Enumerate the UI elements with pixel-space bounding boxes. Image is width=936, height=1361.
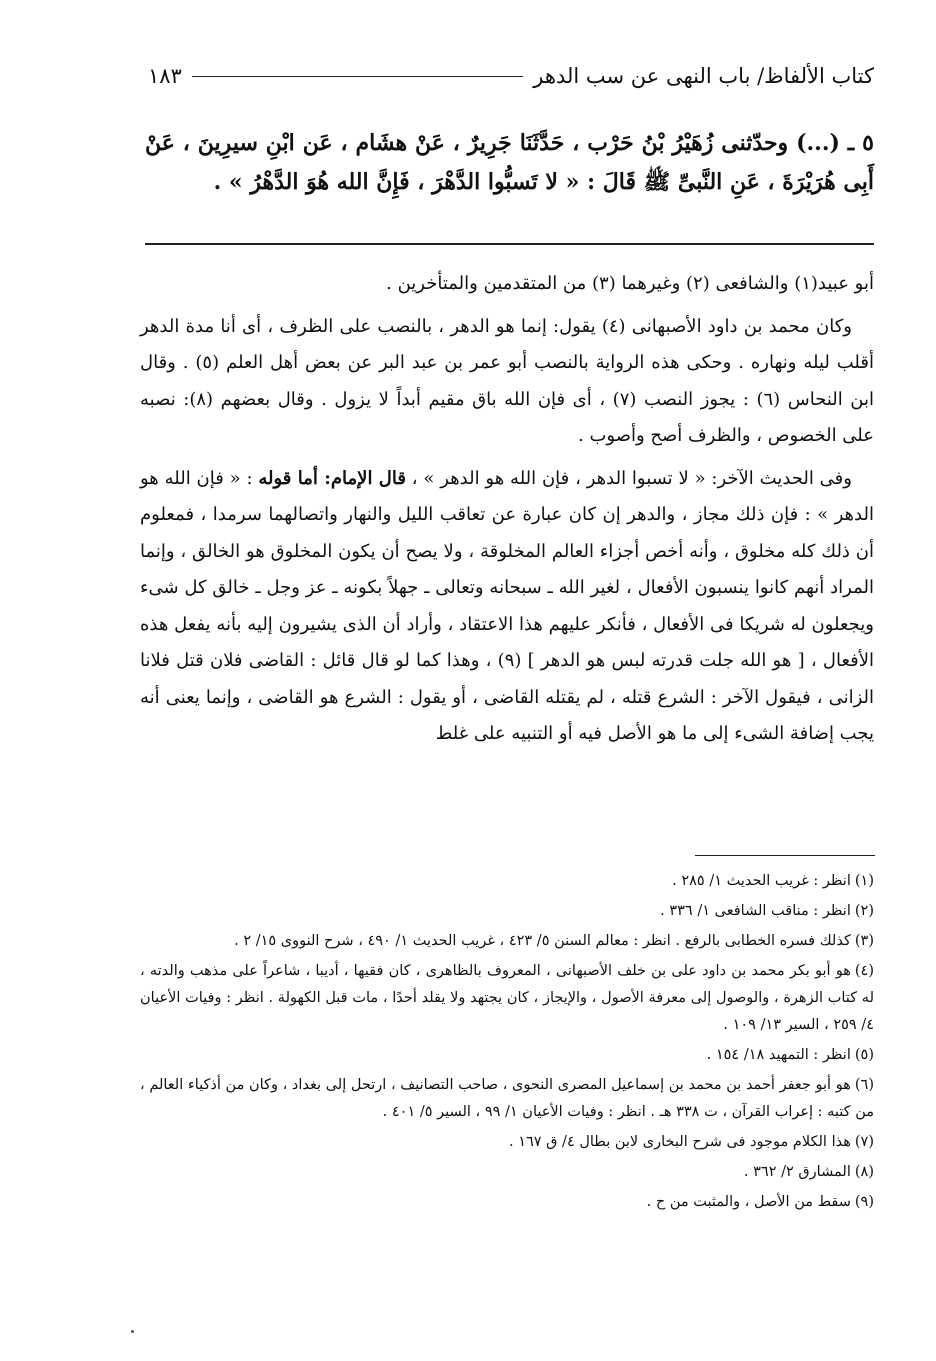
chapter-title: كتاب الألفاظ/ باب النهى عن سب الدهر	[533, 64, 874, 88]
header-rule	[192, 76, 523, 77]
paragraph-3	[140, 461, 874, 753]
footnote-3	[140, 928, 874, 955]
paragraph-3-rest: : « فإن الله هو الدهر » : فإن ذلك مجاز ، والدهر إن كان عبارة عن تعاقب الليل والنهار واتصالهما سرمدا ، فمعلوم أن ذلك كله مخلوق ، وأنه أخص أجزاء العالم المخلوقة ، ولا يصح أن يكون المخلوق هو الخالق ، وإنما المراد أنهم كانوا ينسبون الأفعال ، لغير الله ـ سبحانه وتعالى ـ جهلاً بكونه ـ عز وجل ـ خالق كل شىء ويجعلون له شريكا فى الأفعال ، فأنكر عليهم هذا الاعتقاد ، وأراد أن الذى يشيرون إليه بأنه يفعل هذه الأفعال ، [ هو الله جلت قدرته لبس هو الدهر ] (٩) ، وهذا كما لو قال قائل : القاضى فلان قتل فلانا الزانى ، فيقول الآخر : الشرع قتله ، لم يقتله القاضى ، أو يقول : الشرع هو القاضى ، وإنما يعنى أنه يجب إضافة الشىء إلى ما هو الأصل فيه أو التنبيه على غلط	[140, 467, 874, 744]
footnote-text: هو أبو بكر محمد بن داود على بن خلف الأصبهانى ، المعروف بالظاهرى ، كان فقيها ، أديبا ، شاعراً على مذهب والدته ، له كتاب الزهرة ، والوصول إلى معرفة الأصول ، والإيجاز ، كان يجتهد ولا يقلد أحدًا ، مات قبل الكهولة . انظر : وفيات الأعيان ٤/ ٢٥٩ ، السير ١٣/ ١٠٩ .	[140, 963, 874, 1033]
footnote-9	[140, 1189, 874, 1216]
imam-statement: قال الإمام: أما قوله	[258, 467, 406, 489]
footnote-8	[140, 1159, 874, 1186]
footnote-number: (٢)	[854, 903, 874, 919]
page-number: ١٨٣	[148, 64, 182, 88]
paragraph-2: وكان محمد بن داود الأصبهانى (٤) يقول: إنما هو الدهر ، بالنصب على الظرف ، أى أنا مدة الدهر أقلب ليله ونهاره . وحكى هذه الرواية بالنصب أبو عمر بن عبد البر عن بعض أهل العلم (٥) . وقال ابن النحاس (٦) : يجوز النصب (٧) ، أى فإن الله باق مقيم أبداً لا يزول . وقال بعضهم (٨): نصبه على الخصوص ، والظرف أصح وأصوب .	[140, 315, 874, 446]
footnote-text: انظر : غريب الحديث ١/ ٢٨٥ .	[672, 873, 851, 889]
footnote-number: (٤)	[854, 963, 874, 979]
footnote-4	[140, 958, 874, 1039]
footnote-divider	[695, 855, 875, 856]
footnotes	[140, 868, 874, 1219]
footnote-number: (٣)	[854, 933, 874, 949]
footnote-text: هو أبو جعفر أحمد بن محمد بن إسماعيل المصرى النحوى ، صاحب التصانيف ، ارتحل إلى بغداد ، وكان من أذكياء العالم ، من كتبه : إعراب القرآن ، ت ٣٣٨ هـ . انظر : وفيات الأعيان ١/ ٩٩ ، السير ٥/ ٤٠١ .	[140, 1077, 874, 1120]
footnote-1	[140, 868, 874, 895]
footnote-5	[140, 1042, 874, 1069]
footnote-text: انظر : التمهيد ١٨/ ١٥٤ .	[706, 1047, 851, 1063]
scan-speck	[131, 1330, 134, 1333]
footnote-text: انظر : مناقب الشافعى ١/ ٣٣٦ .	[660, 903, 851, 919]
running-header	[148, 60, 874, 92]
footnote-number: (٥)	[854, 1047, 874, 1063]
footnote-number: (٩)	[854, 1194, 874, 1210]
footnote-number: (٨)	[854, 1164, 874, 1180]
footnote-7	[140, 1129, 874, 1156]
footnote-number: (٧)	[854, 1134, 874, 1150]
footnote-text: سقط من الأصل ، والمثبت من ح .	[646, 1194, 851, 1210]
footnote-2	[140, 898, 874, 925]
footnote-number: (٦)	[854, 1077, 874, 1093]
section-divider	[145, 243, 874, 245]
paragraph-1: أبو عبيد(١) والشافعى (٢) وغيرهما (٣) من المتقدمين والمتأخرين .	[386, 273, 874, 294]
footnote-number: (١)	[854, 873, 874, 889]
footnote-text: هذا الكلام موجود فى شرح البخارى لابن بطال ٤/ ق ١٦٧ .	[508, 1134, 851, 1150]
paragraph-3-start: وفى الحديث الآخر: « لا تسبوا الدهر ، فإن الله هو الدهر » ،	[405, 467, 852, 489]
footnote-text: كذلك فسره الخطابى بالرفع . انظر : معالم السنن ٥/ ٤٢٣ ، غريب الحديث ١/ ٤٩٠ ، شرح النووى ١٥/ ٢ .	[234, 933, 851, 949]
hadith-text: ٥ ـ (...) وحدّثنى زُهَيْرُ بْنُ حَرْب ، حَدَّثَنَا جَرِيرٌ ، عَنْ هشَام ، عَن ابْنِ سيرِينَ ، عَنْ أَبِى هُرَيْرَةَ ، عَنِ النَّبىِّ ﷺ قَالَ : « لا تَسبُّوا الدَّهْرَ ، فَإِنَّ الله هُوَ الدَّهْرُ » .	[145, 130, 874, 195]
footnote-text: المشارق ٢/ ٣٦٢ .	[743, 1164, 851, 1180]
commentary	[140, 266, 874, 759]
footnote-6	[140, 1072, 874, 1126]
